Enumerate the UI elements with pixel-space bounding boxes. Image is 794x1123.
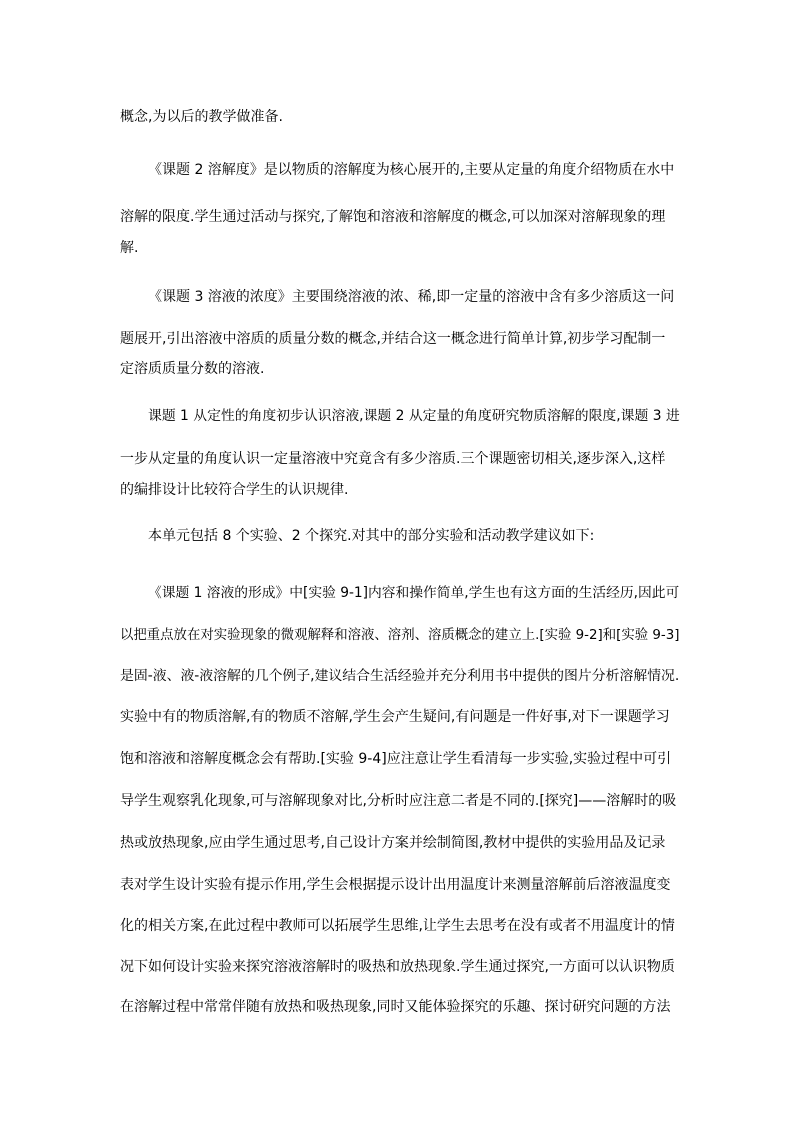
text-line: 课题 1 从定性的角度初步认识溶液,课题 2 从定量的角度研究物质溶解的限度,课题 3 进 — [148, 408, 680, 424]
text-line: 本单元包括 8 个实验、2 个探究.对其中的部分实验和活动教学建议如下: — [148, 528, 595, 544]
text-line: 化的相关方案,在此过程中教师可以拓展学生思维,让学生去思考在没有或者不用温度计的情 — [120, 918, 675, 934]
text-line: 况下如何设计实验来探究溶液溶解时的吸热和放热现象.学生通过探究,一方面可以认识物质 — [120, 959, 675, 975]
text-line: 热或放热现象,应由学生通过思考,自己设计方案并绘制简图,教材中提供的实验用品及记录 — [120, 835, 666, 851]
text-line: 概念,为以后的教学做准备. — [120, 109, 283, 125]
text-line: 《课题 2 溶解度》是以物质的溶解度为核心展开的,主要从定量的角度介绍物质在水中 — [148, 162, 675, 178]
text-line: 是固-液、液-液溶解的几个例子,建议结合生活经验并充分利用书中提供的图片分析溶解情况. — [120, 668, 680, 684]
text-line: 在溶解过程中常常伴随有放热和吸热现象,同时又能体验探究的乐趣、探讨研究问题的方法 — [120, 999, 671, 1015]
text-line: 溶解的限度.学生通过活动与探究,了解饱和溶液和溶解度的概念,可以加深对溶解现象的理 — [120, 209, 666, 225]
text-line: 以把重点放在对实验现象的微观解释和溶液、溶剂、溶质概念的建立上.[实验 9-2]和[实验 9-3] — [120, 628, 680, 643]
text-line: 解. — [120, 240, 139, 256]
text-line: 《课题 1 溶液的形成》中[实验 9-1]内容和操作简单,学生也有这方面的生活经历,因此可 — [148, 585, 680, 601]
text-line: 实验中有的物质溶解,有的物质不溶解,学生会产生疑问,有问题是一件好事,对下一课题学习 — [120, 709, 670, 725]
text-line: 导学生观察乳化现象,可与溶解现象对比,分析时应注意二者是不同的.[探究]——溶解时的吸 — [120, 793, 677, 809]
text-line: 一步从定量的角度认识一定量溶液中究竟含有多少溶质.三个课题密切相关,逐步深入,这样 — [120, 451, 666, 467]
text-line: 题展开,引出溶液中溶质的质量分数的概念,并结合这一概念进行简单计算,初步学习配制一 — [120, 331, 666, 347]
text-line: 的编排设计比较符合学生的认识规律. — [120, 482, 349, 498]
text-line: 饱和溶液和溶解度概念会有帮助.[实验 9-4]应注意让学生看清每一步实验,实验过程中可引 — [120, 751, 672, 767]
text-line: 《课题 3 溶液的浓度》主要围绕溶液的浓、稀,即一定量的溶液中含有多少溶质这一问 — [148, 289, 675, 305]
text-line: 定溶质质量分数的溶液. — [120, 361, 265, 377]
text-line: 表对学生设计实验有提示作用,学生会根据提示设计出用温度计来测量溶解前后溶液温度变 — [120, 877, 671, 893]
